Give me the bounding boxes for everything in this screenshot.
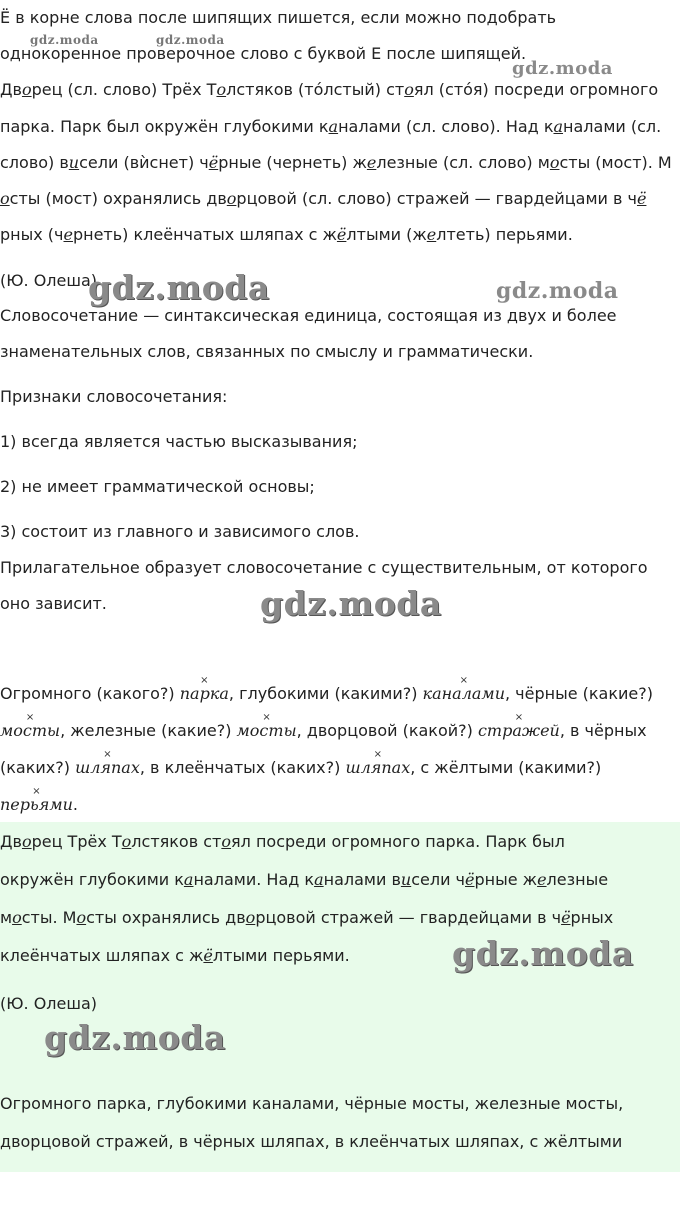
phrases-line-2: дворцовой стражей, в чёрных шляпах, в клеёнчатых шляпах, с жёлтыми: [0, 1132, 623, 1151]
watermark: gdz.moda: [88, 268, 270, 307]
text-line: Дворец (сл. слово) Трёх Толстяков (тóлстый) стоял (стóя) посреди огромного: [0, 80, 659, 99]
text-line: парка. Парк был окружён глубокими каналами (сл. слово). Над каналами (сл.: [0, 117, 662, 136]
watermark: gdz.moda: [260, 584, 442, 623]
phrase-line: × перьями.: [0, 794, 78, 816]
watermark: gdz.moda: [30, 33, 99, 47]
sign-3: 3) состоит из главного и зависимого слов.: [0, 522, 360, 541]
text-line: слово) висели (вѝснет) чёрные (чернеть) железные (сл. слово) мосты (мост). М: [0, 153, 672, 172]
text-line: мосты. Мосты охранялись дворцовой стражей — гвардейцами в чёрных: [0, 908, 614, 927]
text-line: окружён глубокими каналами. Над каналами висели чёрные железные: [0, 870, 609, 889]
signs-title: Признаки словосочетания:: [0, 387, 228, 406]
author: (Ю. Олеша): [0, 994, 98, 1013]
phrase-line: × мосты, железные (какие?) × мосты, дворцовой (какой?) × стражей, в чёрных: [0, 720, 647, 742]
text-line: рных (чернеть) клеёнчатых шляпах с жёлтыми (желтеть) перьями.: [0, 225, 573, 244]
intro-line-2: однокоренное проверочное слово с буквой Е после шипящей.: [0, 44, 527, 63]
text-line: осты (мост) охранялись дворцовой (сл. слово) стражей — гвардейцами в чё: [0, 189, 647, 208]
text-line: Дворец Трёх Толстяков стоял посреди огромного парка. Парк был: [0, 832, 565, 851]
phrase-line: Огромного (какого?) × парка, глубокими (какими?) × каналами, чёрные (какие?): [0, 683, 653, 705]
intro-line-1: Ё в корне слова после шипящих пишется, если можно подобрать: [0, 8, 557, 27]
sign-2: 2) не имеет грамматической основы;: [0, 477, 315, 496]
watermark: gdz.moda: [512, 58, 613, 79]
phrases-line-1: Огромного парка, глубокими каналами, чёрные мосты, железные мосты,: [0, 1094, 624, 1113]
text-line: клеёнчатых шляпах с жёлтыми перьями.: [0, 946, 350, 965]
watermark: gdz.moda: [452, 934, 634, 973]
adjective-rule-1: Прилагательное образует словосочетание с существительным, от которого: [0, 558, 648, 577]
sign-1: 1) всегда является частью высказывания;: [0, 432, 358, 451]
definition-line-2: знаменательных слов, связанных по смыслу и грамматически.: [0, 342, 534, 361]
phrase-line: (каких?) × шляпах, в клеёнчатых (каких?) × шляпах, с жёлтыми (какими?): [0, 757, 601, 779]
watermark: gdz.moda: [44, 1018, 226, 1057]
definition-line-1: Словосочетание — синтаксическая единица, состоящая из двух и более: [0, 306, 617, 325]
watermark: gdz.moda: [496, 278, 619, 304]
watermark: gdz.moda: [156, 33, 225, 47]
author: (Ю. Олеша): [0, 271, 98, 290]
adjective-rule-2: оно зависит.: [0, 594, 107, 613]
